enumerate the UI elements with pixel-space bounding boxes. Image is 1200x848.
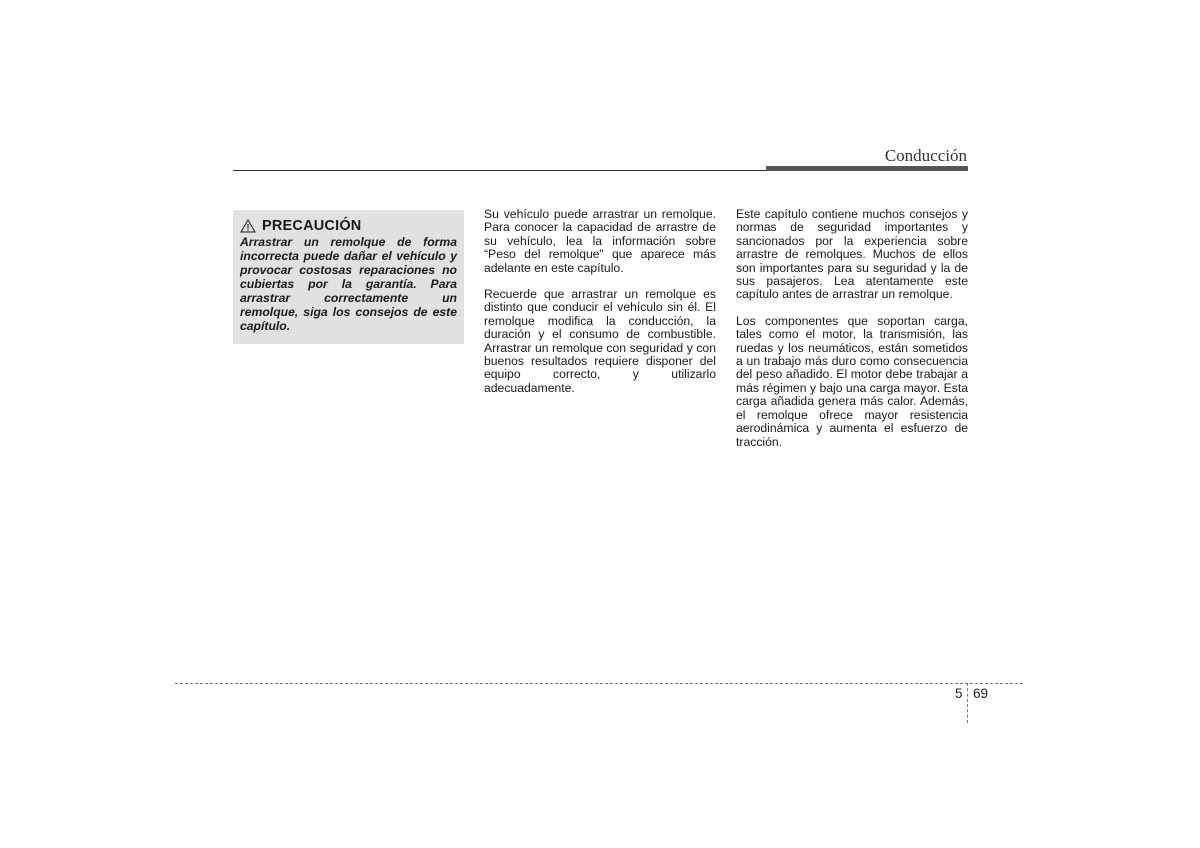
column-middle (484, 208, 716, 408)
column-right (736, 208, 968, 462)
page-number: 69 (973, 686, 989, 701)
paragraph: Los componentes que soportan carga, tales como el motor, la transmisión, las ruedas y los neumáticos, están sometidos a un trabajo más duro como consecuencia del peso añadido. El motor debe trabajar a más régimen y bajo una carga mayor. Esta carga añadida genera más calor. Además, el remolque ofrece mayor resistencia aerodinámica y aumenta el esfuerzo de tracción. (736, 313, 968, 449)
caution-title: PRECAUCIÓN (262, 218, 362, 234)
header-accent-bar (766, 166, 968, 171)
paragraph: Su vehículo puede arrastrar un remolque. Para conocer la capacidad de arrastre de su vehículo, lea la información sobre “Peso del remolque” que aparece más adelante en este capítulo. (484, 207, 716, 275)
footer-divider (967, 683, 968, 723)
caution-header (240, 218, 457, 234)
section-title: Conducción (884, 146, 967, 165)
caution-text: Arrastrar un remolque de forma incorrecta puede dañar el vehículo y provocar costosas reparaciones no cubiertas por la garantía. Para arrastrar correctamente un remolque, siga los consejos de este capítulo. (240, 235, 457, 333)
caution-box (233, 210, 464, 344)
section-number: 5 (955, 686, 963, 701)
warning-triangle-icon (240, 219, 256, 233)
footer-rule (175, 683, 1023, 684)
paragraph: Recuerde que arrastrar un remolque es distinto que conducir el vehículo sin él. El remolque modifica la conducción, la duración y el consumo de combustible. Arrastrar un remolque con seguridad y con buenos resultados requiere disponer del equipo correcto, y utilizarlo adecuadamente. (484, 287, 716, 395)
paragraph: Este capítulo contiene muchos consejos y normas de seguridad importantes y sancionados por la experiencia sobre arrastre de remolques. Muchos de ellos son importantes para su seguridad y la de sus pasajeros. Lea atentamente este capítulo antes de arrastrar un remolque. (736, 207, 968, 302)
